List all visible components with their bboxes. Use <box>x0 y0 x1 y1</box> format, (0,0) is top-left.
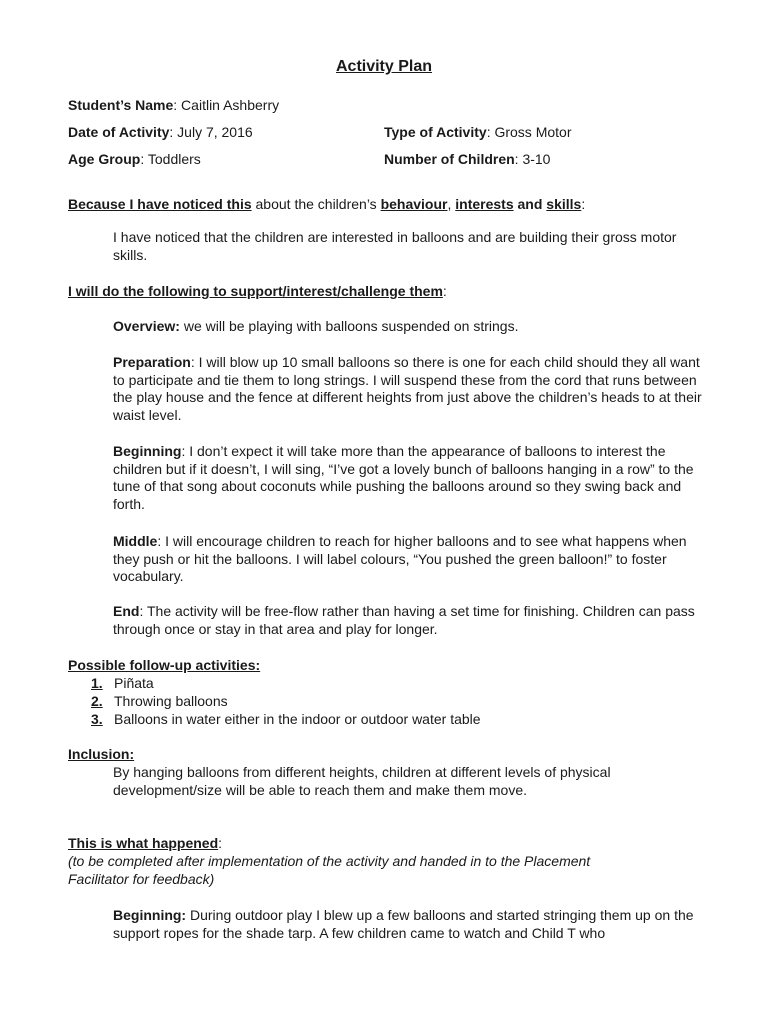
type-row <box>384 124 571 141</box>
noticed-body: I have noticed that the children are interested in balloons and are building their gross motor skills. <box>113 229 677 263</box>
list-item: 2. Throwing balloons <box>91 693 228 709</box>
inclusion-heading: Inclusion: <box>68 746 135 762</box>
beginning-paragraph: Beginning: I don’t expect it will take more than the appearance of balloons to interest the children but if it doesn’t, I will sing, “I’ve got a lovely bunch of balloons hanging in a row” to the tune of that song about coconuts while pushing the balloons around so they swing back and forth. <box>113 443 694 512</box>
support-heading: I will do the following to support/interest/challenge them: <box>68 283 447 299</box>
noticed-heading: Because I have noticed this about the children’s behaviour, interests and skills: <box>68 196 586 212</box>
age-group-row <box>68 151 201 168</box>
children-count-row <box>384 151 550 168</box>
type-value: : Gross Motor <box>486 124 572 140</box>
list-item: 1. Piñata <box>91 675 154 691</box>
date-row <box>68 124 253 141</box>
happened-beginning-paragraph: Beginning: During outdoor play I blew up a few balloons and started stringing them up on the support ropes for the shade tarp. A few children came to watch and Child T who <box>113 907 694 941</box>
student-name-label: Student’s Name <box>68 97 174 113</box>
student-name-row <box>68 97 279 114</box>
followup-heading: Possible follow-up activities: <box>68 657 261 673</box>
children-count-value: : 3-10 <box>514 151 551 167</box>
date-value: : July 7, 2016 <box>169 124 253 140</box>
preparation-paragraph: Preparation: I will blow up 10 small balloons so there is one for each child should they all want to participate and tie them to long strings. I will suspend these from the cord that runs between the play house and the fence at different heights from just above the children’s heads to at their waist level. <box>113 354 702 423</box>
age-group-label: Age Group <box>68 151 141 167</box>
date-label: Date of Activity <box>68 124 170 140</box>
page-title: Activity Plan <box>335 58 433 75</box>
student-name-value: : Caitlin Ashberry <box>173 97 280 113</box>
children-count-label: Number of Children <box>384 151 515 167</box>
overview-paragraph: Overview: we will be playing with balloons suspended on strings. <box>113 318 519 334</box>
middle-paragraph: Middle: I will encourage children to reach for higher balloons and to see what happens when they push or hit the balloons. I will label colours, “You pushed the green balloon!” to foster vocabulary. <box>113 533 687 584</box>
happened-heading: This is what happened: <box>68 835 223 851</box>
type-label: Type of Activity <box>384 124 487 140</box>
age-group-value: : Toddlers <box>140 151 201 167</box>
happened-note: (to be completed after implementation of the activity and handed in to the Placement Facilitator for feedback) <box>68 853 591 887</box>
end-paragraph: End: The activity will be free-flow rather than having a set time for finishing. Children can pass through once or stay in that area and play for longer. <box>113 603 695 637</box>
list-item: 3. Balloons in water either in the indoor or outdoor water table <box>91 711 481 727</box>
inclusion-body: By hanging balloons from different heights, children at different levels of physical development/size will be able to reach them and make them move. <box>113 764 611 798</box>
